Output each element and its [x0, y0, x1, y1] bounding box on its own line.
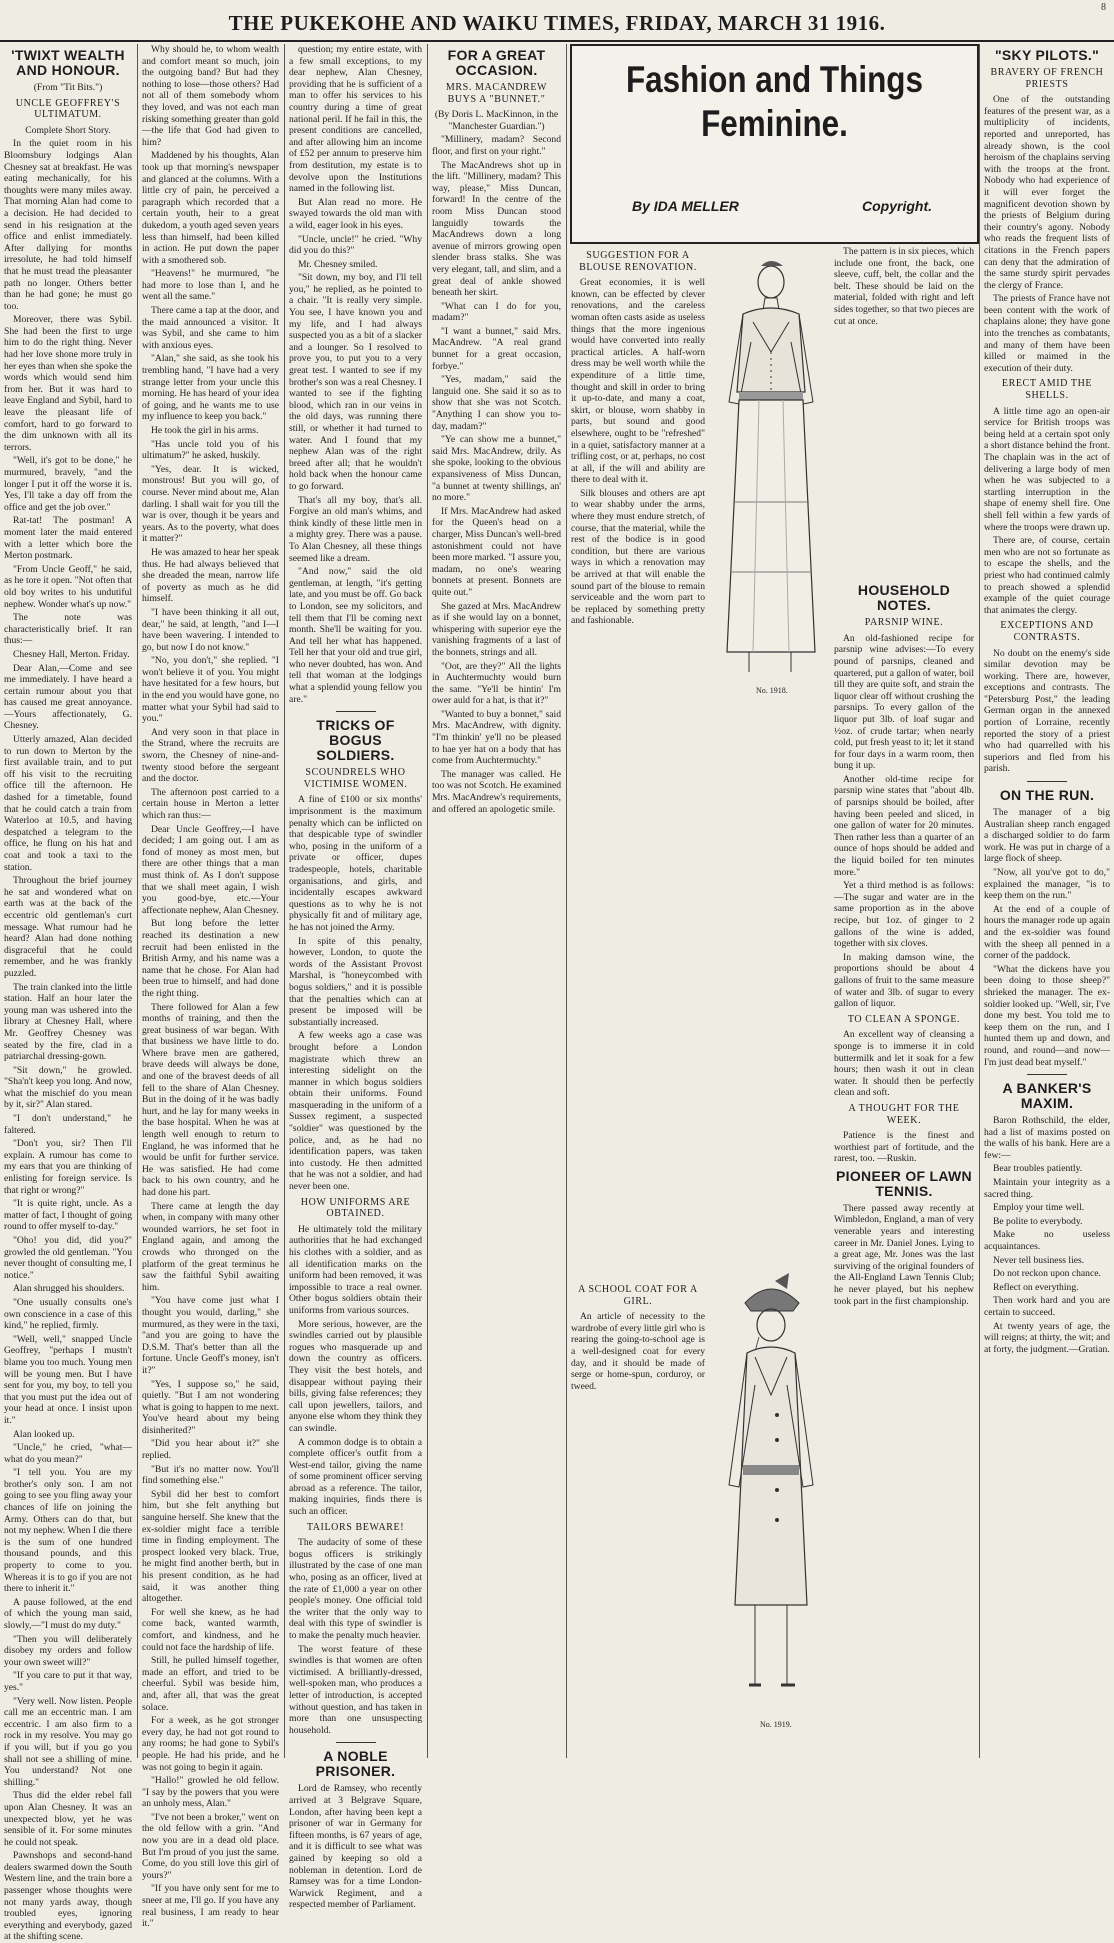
subhead-parsnip: PARSNIP WINE. [864, 617, 944, 629]
paragraph: A fine of £100 or six months' imprisonment is the maximum penalty which can be inflicted on that despicable type of swindler who, posing in the uniform of a private or officer, dupes tradespeople, hotels, charitable organisations, and girls, and incidentally escapes awkward questions as to why he is not physically fit and of military age, he has not joined the Army. [289, 794, 422, 933]
column-rule [284, 44, 285, 1758]
paragraph: "Has uncle told you of his ultimatum?" he asked, huskily. [142, 438, 279, 462]
paragraph: Employ your time well. [993, 1202, 1085, 1214]
paragraph: Alan shrugged his shoulders. [13, 1283, 125, 1295]
paragraph: "Oho! you did, did you?" growled the old gentleman. "You never thought of consulting me, I notice." [4, 1235, 132, 1281]
paragraph: Alan looked up. [13, 1428, 75, 1440]
paragraph: "One usually consults one's own conscience in a case of this kind," he replied, firmly. [4, 1296, 132, 1332]
paragraph: "If you have only sent for me to sneer at me, I'll go. If you have any real business, I am ready to hear it." [142, 1883, 279, 1930]
article-body [4, 138, 132, 1943]
paragraph: Make no useless acquaintances. [984, 1229, 1110, 1253]
paragraph: "I don't understand," he faltered. [4, 1113, 132, 1136]
paragraph: Why should he, to whom wealth and comfort meant so much, join the outgoing band? But had they nothing to lose—those others? Had not all of them somebody whom they loved, and was not each man risking something greater than gold—the life that God had given to him? [142, 44, 279, 148]
fashion-column-left-lower [571, 1280, 705, 1758]
paragraph: Be polite to everybody. [993, 1215, 1083, 1227]
paragraph: Maddened by his thoughts, Alan took up that morning's newspaper and glanced at the columns. With a little cry of pain, he perceived a paragraph which recorded that a certain youth, heir to a great dukedom, a youth aged seven years less than himself, had been killed in action. He put down the paper with a smothered sob. [142, 150, 279, 266]
subhead-sponge: TO CLEAN A SPONGE. [847, 1013, 961, 1025]
paragraph: The afternoon post carried to a certain house in Merton a letter which ran thus:— [142, 786, 279, 821]
fashion-copyright: Copyright. [862, 198, 932, 214]
paragraph: Silk blouses and others are apt to wear shabby under the arms, where they must endure stretch, of course, that the material, while the rest of the bodice is in good condition, but there are various ways in which a renovation may be arrived at that will enable the sound part of the blouse to remain serviceable and the worn part to be replaced by something pretty and fashionable. [571, 487, 705, 627]
paragraph: Baron Rothschild, the elder, had a list of maxims posted on the walls of his bank. Here are a few:— [984, 1115, 1110, 1161]
paragraph: "I have been thinking it all out, dear," he said, at length, "and I—I have been wavering. I intended to go, but now I do not know." [142, 606, 279, 653]
paragraph: There are, of course, certain men who are not so fortunate as to escape the shells, and the priest who had continued calmly to preach showed a splendid example of the quiet courage that animates the clergy. [984, 535, 1110, 616]
paragraph: "Very well. Now listen. People call me an eccentric man. I am eccentric. I am also firm to a rock in my resolve. You may go if you will, but if you go you shall not see a shilling of mine. You understand? Not one shilling." [4, 1695, 132, 1788]
headline-sky-pilots: "SKY PILOTS." [994, 47, 1100, 63]
paragraph: Patience is the finest and worthiest part of fortitude, and the rarest, too. —Ruskin. [834, 1130, 974, 1165]
article-body [289, 1537, 422, 1736]
paragraph: He took the girl in his arms. [151, 425, 259, 436]
paragraph: For well she knew, as he had come back, wanted warmth, comfort, and kindness, and he could not face the hardship of life. [142, 1606, 279, 1653]
paragraph: "Don't you, sir? Then I'll explain. A rumour has come to my ears that you are thinking of enlisting for foreign service. Is that right or wrong?" [4, 1138, 132, 1196]
headline-on-the-run: ON THE RUN. [999, 787, 1095, 804]
paragraph: "What can I do for you, madam?" [432, 300, 561, 324]
paragraph: "Well, well," snapped Uncle Geoffrey, "perhaps I mustn't blame you too much. Young men will be young men. But I have sent for you, my boy, to tell you that you must put the idea out of your head at once. I insist upon it." [4, 1333, 132, 1426]
paragraph: "Wanted to buy a bonnet," said Mrs. MacAndrew, with dignity. "I'm thinkin' ye'll no be pleased to hae yer hat on a body that has come from Auchtermuchty." [432, 708, 561, 767]
paragraph: For a week, as he got stronger every day, he had not got round to any rooms; he had gone to Sybil's people. He had his pride, and he was not going to begin it again. [142, 1715, 279, 1773]
paragraph: In the quiet room in his Bloomsbury lodgings Alan Chesney sat at breakfast. He was eating mechanically, for his thoughts were many miles away. That morning Alan had come to a decision. He had decided to send in his resignation at the office and enlist immediately. After dallying for months irresolute, he had told himself that he must tread the pleasanter path no longer. Others better than he had gone; he must go too. [4, 138, 132, 312]
paragraph: Then work hard and you are certain to succeed. [984, 1295, 1110, 1318]
paragraph: In making damson wine, the proportions should be about 4 gallons of fruit to the same measure of water and 3lb. of sugar to every gallon of liquor. [834, 951, 974, 1010]
paragraph: Do not reckon upon chance. [993, 1268, 1101, 1280]
paragraph: She gazed at Mrs. MacAndrew as if she would lay on a bonnet, whispering with superior eye the vanishing fragments of a last of the bonnets, strings and all. [432, 600, 561, 658]
column-great-occasion [432, 44, 561, 1758]
paragraph: "Alan," she said, as she took his trembling hand, "I have had a very strange letter from your uncle this morning. He has heard of your idea of going, and he wants me to use my influence to keep you back." [142, 353, 279, 423]
column-rule [137, 44, 138, 1758]
paragraph: "If you care to put it that way, yes." [4, 1670, 132, 1693]
article-body [289, 794, 422, 1192]
kicker: Complete Short Story. [25, 124, 111, 136]
paragraph: But long before the letter reached its destination a new recruit had been enlisted in the British Army, and his name was a name that he chose. For Alan had been true to himself, and had done the right thing. [142, 918, 279, 999]
article-body [984, 648, 1110, 776]
subhead-tailors: TAILORS BEWARE! [306, 1521, 405, 1533]
article-body [289, 44, 422, 705]
article-body [571, 277, 705, 627]
paragraph: "Then you will deliberately disobey my orders and follow your own sweet will?" [4, 1633, 132, 1668]
paragraph: "I tell you. You are my brother's only son. I am not going to see you fling away your chances of life on joining the Army. Others can do that, but not my nephew. When I die there is the sum of one hundred thousand pounds, and this property to come to you. Whereas it is to go if you are not there to inherit it." [4, 1467, 132, 1595]
fashion-column-right [834, 246, 974, 1758]
paragraph: Lord de Ramsey, who recently arrived at 3 Belgrave Square, London, after having been kept a prisoner of war in Germany for fifteen months, is 67 years of age, and it is difficult to see what was gained by keeping so old a nobleman in detention. Lord de Ramsey was for a time London-Warwick Regiment, and a respected member of Parliament. [289, 1783, 422, 1911]
article-body [984, 94, 1110, 374]
paragraph: Maintain your integrity as a sacred thing. [984, 1177, 1110, 1200]
paragraph: At twenty years of age, the will reigns; at thirty, the wit; and at forty, the judgment.—Gratian. [984, 1320, 1110, 1355]
paragraph: An excellent way of cleansing a sponge is to immerse it in cold buttermilk and let it soak for a few hours; then wash it out in clean water. It should then be perfectly clean and soft. [834, 1029, 974, 1099]
paragraph: But Alan read no more. He swayed towards the old man with a wild, eager look in his eyes. [289, 196, 422, 231]
article-body [432, 134, 561, 815]
headline-great-occasion: FOR A GREAT OCCASION. [447, 47, 546, 78]
paragraph: "Well, it's got to be done," he murmured, bravely, "and the longer I put it off the worse it is. Yes, I'll take a day off from the office and get the job over." [4, 455, 132, 513]
paragraph: Dear Alan,—Come and see me immediately. I have heard a certain rumour about you that has caused me great annoyance. —Yours affectionately, G. Chesney. [4, 662, 132, 732]
paragraph: "Hallo!" growled he old fellow. "I say by the powers that you were an unholy mess, Alan." [142, 1775, 279, 1810]
paragraph: The priests of France have not been content with the work of chaplains alone; they have gone into the trenches as combatants, and many of them have been killed or maimed in the execution of their duty. [984, 293, 1110, 374]
column-three [289, 44, 422, 1911]
spacer [834, 329, 974, 579]
article-body [834, 1203, 974, 1307]
paragraph: The manager of a big Australian sheep ranch engaged a discharged soldier to do farm work. He was put in charge of a large flock of sheep. [984, 807, 1110, 865]
paragraph: The audacity of some of these bogus officers is strikingly illustrated by the case of one man who, posing as an officer, lived at the rate of £1,000 a year on other people's money. One official told the writer that the only way to deal with this type of swindler is to make the penalty much heavier. [289, 1537, 422, 1641]
column-rule [979, 44, 980, 1758]
headline-lawn-tennis: PIONEER OF LAWN TENNIS. [836, 1167, 972, 1199]
paragraph: There came a tap at the door, and the maid announced a visitor. It was Sybil, and she came to him with anxious eyes. [142, 305, 279, 351]
paragraph: "Millinery, madam? Second floor, and first on your right." [432, 134, 561, 157]
paragraph: "Ye can show me a bunnet," said Mrs. MacAndrew, drily. As she spoke, looking to the obvious expansiveness of Miss Duncan, "a bunnet at twenty shillings, an' no more." [432, 434, 561, 504]
headline-household: HOUSEHOLD NOTES. [857, 582, 951, 614]
subhead-bunnet: MRS. MACANDREW BUYS A "BUNNET." [445, 82, 548, 105]
paragraph: Great economies, it is well known, can be effected by clever renovations, and the careless woman often casts aside as useless things that the more ingenious would have converted into really practical articles. A half-worn dress may be well worth while the expenditure of a little time, thought and skill in order to bring it up-to-date, and many a coat, skirt, or blouse, worn shabby in parts, but sound and good elsewhere, ought to be "refreshed" in a quiet, satisfactory manner at a trifling cost, or at, perhaps, no cost at all, if the will and ability are there to deal with it. [571, 277, 705, 486]
article-body [142, 44, 279, 1930]
paragraph: The MacAndrews shot up in the lift. "Millinery, madam? This way, please," Miss Duncan, forward! In the centre of the room Miss Duncan stood languidly towards the MacAndrews down a long avenue of mirrors growing open slender brass stalks. She was very elegant, tall, and slim, and a great deal of ankle showed beneath her skirt. [432, 159, 561, 299]
paragraph: "But it's no matter now. You'll find something else." [142, 1463, 279, 1487]
paragraph: "Heavens!" he murmured, "he had more to lose than I, and he went all the same." [142, 268, 279, 303]
subhead-ultimatum: UNCLE GEOFFREY'S ULTIMATUM. [15, 97, 121, 121]
byline-macandrew: (By Doris L. MacKinnon, in the "Manchester Guardian.") [434, 109, 559, 132]
article-body [984, 1115, 1110, 1355]
caption-1918: No. 1918. [756, 686, 788, 695]
paragraph: An article of necessity to the wardrobe of every little girl who is rearing the going-to-school age is a well-designed coat for every day, and it should be made of serge or home-spun, corduroy, or tweed. [571, 1311, 705, 1392]
paragraph: And very soon in that place in the Strand, where the recruits are sworn, the Chesney of nine-and-twenty stood before the sergeant and the doctor. [142, 726, 279, 785]
paragraph: Yet a third method is as follows:—The sugar and water are in the same proportion as in the above recipe, but 1oz. of ginger to 2 gallons of the wine is added, together with six cloves. [834, 880, 974, 950]
paragraph: Never tell business lies. [993, 1254, 1085, 1266]
page-number: 8 [1101, 2, 1106, 13]
paragraph: He ultimately told the military authorities that he had exchanged his clothes with a soldier, and as all identification marks on the uniform had been removed, it was impossible to trace a real owner. Other bogus soldiers obtain their uniforms from various sources. [289, 1223, 422, 1316]
column-story-continued [142, 44, 279, 1930]
paragraph: There came at length the day when, in company with many other wounded warriors, he set foot in England again, and among the crowds who thronged on the platform of the great terminus he saw the faithful Sybil awaiting him. [142, 1200, 279, 1293]
article-body [984, 807, 1110, 1068]
paragraph: A little time ago an open-air service for British troops was being held at a certain spot only a short distance behind the front. The chaplain was in the act of delivering a large body of men when he was subjected to a startling interruption in the shape of enemy shell fire. One shell fell within a few yards of where the troops were drawn up. [984, 405, 1110, 533]
article-body [834, 633, 974, 1010]
column-rule [566, 44, 567, 1758]
paragraph: More serious, however, are the swindles carried out by plausible rogues who masquerade up and down the country as officers. They visit the best hotels, and disappear without paying their bills, giving false references; they call upon jewellers, tailors, and anyone else whom they think they can swindle. [289, 1318, 422, 1434]
article-body [834, 1029, 974, 1099]
paragraph: "I've not been a broker," went on the old fellow with a grin. "And now you are in a dead old place. But I'm proud of you just the same. Come, do you still love this girl of yours?" [142, 1811, 279, 1881]
paragraph: "Sit down, my boy, and I'll tell you," he replied, as he pointed to a chair. "It is really very simple. You see, I have known you and my life, and I had always suspected you as a bit of a slacker and a lounger. So I resolved to prove you, to put you to a very great test. I wanted to see if my brother's son was a real Chesney. I wanted to see if the fighting blood, which ran in our veins in the old days, was running there still, or whether it had turned to water. And I found that my nephew Alan was of the right breed after all; that he wouldn't hold back when the honour came to go forward. [289, 272, 422, 492]
paragraph: Thus did the elder rebel fall upon Alan Chesney. It was an unexpected blow, yet he was sensible of it. For some minutes he could not speak. [4, 1790, 132, 1848]
paragraph: Dear Uncle Geoffrey,—I have decided; I am going out. I am as fond of money as most men, but there are other things that a man must think of. As I don't suppose that we shall meet again, I wish you good-bye, etc.—Your affectionate nephew, Alan Chesney. [142, 823, 279, 916]
paragraph: Sybil did her best to comfort him, but she felt anything but sanguine herself. She knew that the ex-soldier might face a terrible time in finding employment. The prospect looked very black. True, he might find another berth, but in his present condition, as he had said, it was another thing altogether. [142, 1488, 279, 1605]
paragraph: "No, you don't," she replied. "I won't believe it of you. You might have hesitated for a few hours, but in the end you would have gone, no matter what your Sybil had said to you." [142, 655, 279, 725]
paragraph: Throughout the brief journey he sat and wondered what on earth was at the back of the eccentric old gentleman's curt message. What rumour had he heard? Alan had done nothing disgraceful that he could remember, and he was frankly puzzled. [4, 875, 132, 979]
paragraph: "Sit down," he growled. "Sha'n't keep you long. And now, what the mischief do you mean by it, sir?" Alan stared. [4, 1064, 132, 1111]
subhead-exceptions: EXCEPTIONS AND CONTRASTS. [1000, 620, 1094, 643]
paragraph: One of the outstanding features of the present war, as a multiplicity of incidents, reported and unreported, has already shown, is the cool heroism of the chaplains serving with the troops at the front. Nobody who had experience of it will ever forget the magnificent devotion shown by the priests of Belgium during their country's agony. Nobody who reads the frequent lists of citations in the French papers can deny that the admiration of the same sturdy spirit pervades the clergy of France. [984, 94, 1110, 291]
column-rule [427, 44, 428, 1758]
paragraph: "It is quite right, uncle. As a matter of fact, I thought of going round to offer myself to-day." [4, 1198, 132, 1233]
paragraph: Chesney Hall, Merton. Friday. [13, 648, 130, 660]
subhead-school-coat: A SCHOOL COAT FOR A GIRL. [578, 1284, 698, 1307]
paragraph: "Yes, I suppose so," he said, quietly. "But I am not wondering what is going to happen to me next. You've heard about my being disinherited?" [142, 1378, 279, 1436]
fashion-author: By IDA MELLER [632, 198, 739, 214]
article-body [984, 406, 1110, 617]
paragraph: Another old-time recipe for parsnip wine states that "about 4lb. of parsnips should be boiled, after having been peeled and sliced, in one gallon of water for 20 minutes. Then rather less than a quarter of an ounce of hops should be added and the liquid boiled for ten minutes more." [834, 773, 974, 878]
paragraph: There passed away recently at Wimbledon, England, a man of very venerable years and interesting career in Mr. Daniel Jones. Lying to a great age, Mr. Jones was the last surviving of the original founders of the All-England Lawn Tennis Club; he never played, but his nephew took part in the first championship. [834, 1202, 974, 1307]
paragraph: The train clanked into the little station. Half an hour later the young man was ushered into the library at Chesney Hall, where Mr. Geoffrey Chesney was seated by the fire, clad in a patriarchal dressing-gown. [4, 981, 132, 1063]
paragraph: Rat-tat! The postman! A moment later the maid entered with a letter which bore the Merton postmark. [4, 515, 132, 562]
paragraph: question; my entire estate, with a few small exceptions, to my dear nephew, Alan Chesney, providing that he is sufficient of a man to offer his services to his country during a time of great national peril. If he fail in this, the present conditions are cancelled, and after allowing him an income of £52 per annum to preserve him from destitution, my estate is to devolve upon the Institutions named in the following list. [289, 44, 422, 195]
paragraph: Reflect on everything. [993, 1281, 1079, 1293]
paragraph: No doubt on the enemy's side similar devotion may be working. There are, however, exceptions and contrasts. The "Petersburg Post," the leading German organ in the annexed portion of Lorraine, recently reported the story of a priest who had quarrelled with his superiors and fled from his parish. [984, 647, 1110, 775]
paragraph: A common dodge is to obtain a complete officer's outfit from a West-end tailor, giving the name of some prominent officer serving abroad as a reference. The tailor, making inquiries, finds there is such an officer. [289, 1436, 422, 1518]
subhead-french-priests: BRAVERY OF FRENCH PRIESTS [990, 67, 1104, 90]
divider [1027, 1074, 1067, 1075]
paragraph: At the end of a couple of hours the manager rode up again and the ex-soldier was found with the sheep all penned in a corner of the paddock. [984, 903, 1110, 962]
subhead-thought: A THOUGHT FOR THE WEEK. [848, 1102, 960, 1126]
paragraph: Utterly amazed, Alan decided to run down to Merton by the first available train, and to put off his visit to the recruiting office till the afternoon. He dashed for a timetable, found that he could catch a train from Waterloo at 10.5, and having despatched a telegram to the office, he flung on his hat and coat and took a taxi to the station. [4, 734, 132, 873]
paragraph: "From Uncle Geoff," he said, as he tore it open. "Not often that old boy writes to his undutiful nephew. Wonder what's up now." [4, 563, 132, 610]
column-sky-pilots [984, 44, 1110, 1758]
divider [336, 711, 376, 712]
masthead-title: THE PUKEKOHE AND WAIKU TIMES, FRIDAY, MARCH 31 1916. [228, 11, 886, 35]
paragraph: Still, he pulled himself together, made an effort, and tried to be cheerful. Sybil was beside him, and, after all, that was the great solace. [142, 1655, 279, 1713]
paragraph: "Yes, dear. It is wicked, monstrous! But you will go, of course. Never mind about me, Alan darling. I shall wait for you till the war is over, though it be years and years. As to the poverty, what does it matter?" [142, 463, 279, 545]
paragraph: "Uncle," he cried, "what—what do you mean?" [4, 1442, 132, 1465]
paragraph: If Mrs. MacAndrew had asked for the Queen's head on a charger, Miss Duncan's well-bred astonishment could not have been more marked. "I assure you, madam, no one's wearing bonnets at present. Bonnets are quite out." [432, 505, 561, 598]
paragraph: "Yes, madam," said the languid one. She said it so as to show that she was not Scotch. "Anything I can show you to-day, madam?" [432, 374, 561, 432]
article-body [289, 1783, 422, 1911]
paragraph: "Now, all you've got to do," explained the manager, "is to keep them on the run." [984, 867, 1110, 902]
paragraph: "And now," said the old gentleman, at length, "it's getting late, and you must be off. Go back to London, see my solicitors, and tell them that I'll be coming next month. She'll be waiting for you. And tell her what has happened. Tell her that your old and true girl, who never doubted, has won. And tell that woman at the lodgings what a splendid young fellow you are." [289, 566, 422, 705]
subhead-scoundrels: SCOUNDRELS WHO VICTIMISE WOMEN. [303, 767, 408, 790]
paragraph: He was amazed to hear her speak thus. He had always believed that she dreaded the mean, narrow life of poverty as much as he did himself. [142, 546, 279, 605]
paragraph: "You have come just what I thought you would, darling," she murmured, as they were in the taxi, "and you are going to have the D.S.M. That's better than all the fortune. Uncle Geoff's money, isn't it?" [142, 1295, 279, 1376]
paragraph: A few weeks ago a case was brought before a London magistrate which threw an interesting sidelight on the manner in which bogus soldiers obtain their uniforms. Found masquerading in the uniform of a Sussex regiment, a suspected "soldier" was questioned by the police, and, as he had no identification papers, was taken into custody. He then admitted that he was not a soldier, and had never been one. [289, 1030, 422, 1193]
fashion-byline [632, 198, 932, 214]
paragraph: "Oot, are they?" All the lights in Auchtermuchty would burn the same. "Ye'll be hintin' I'm ower auld for a hat, is that it?" [432, 660, 561, 707]
headline-bankers-maxim: A BANKER'S MAXIM. [1002, 1080, 1092, 1112]
school-coat-illustration [715, 1275, 827, 1715]
article-body [289, 1224, 422, 1518]
subhead-uniforms: HOW UNIFORMS ARE OBTAINED. [300, 1196, 411, 1220]
paragraph: The worst feature of these swindles is that women are often victimised. A brilliantly-dressed, well-spoken man, who produces a letter of introduction, is accepted without question, and has taken in more than one unsuspecting household. [289, 1643, 422, 1736]
column-twixt-wealth [4, 44, 132, 1943]
subhead-shells: ERECT AMID THE SHELLS. [1001, 378, 1093, 402]
paragraph: "I want a bunnet," said Mrs. MacAndrew. "A real grand bunnet for a great occasion, forbye." [432, 325, 561, 372]
blouse-illustration [713, 252, 828, 682]
paragraph: Mr. Chesney smiled. [298, 258, 378, 270]
caption-1919: No. 1919. [760, 1720, 792, 1729]
paragraph: There followed for Alan a few months of training, and then the great business of war began. With that business we have little to do. Where brave men are gathered, brave deeds will always be done, and one of the bravest deeds of all fell to the share of Alan Chesney. But in the doing of it he was badly hurt, and he lay for many weeks in the base hospital. When he was at length well enough to return to England, he was informed that he would be unfit for further service. He was satisfied. He had come back to his own country, and he had done his part. [142, 1001, 279, 1198]
paragraph: That's all my boy, that's all. Forgive an old man's whims, and think kindly of these little men in a mighty grey. There was a pause. To Alan Chesney, all these things seemed like a dream. [289, 494, 422, 564]
masthead [0, 0, 1114, 42]
paragraph: "Did you hear about it?" she replied. [142, 1438, 279, 1462]
article-body [571, 1311, 705, 1392]
blouse-text: The pattern is in six pieces, which include one front, the back, one sleeve, cuff, belt, the collar and the belt. These should be laid on the material, folded with right and left sides together, so that two pieces are cut at once. [834, 246, 975, 327]
source-line: (From "Tit Bits.") [33, 82, 103, 93]
divider [1027, 781, 1067, 782]
divider [336, 1742, 376, 1743]
paragraph: Pawnshops and second-hand dealers swarmed down the South Western line, and the train bore a passenger whose thoughts were not many yards away, though troubled eyes, ignoring everything and everybody, gazed at the shifting scene. [4, 1850, 132, 1943]
article-body [834, 1130, 974, 1165]
paragraph: Bear troubles patiently. [993, 1163, 1083, 1175]
paragraph: An old-fashioned recipe for parsnip wine advises:—To every pound of parsnips, cleaned and quartered, put a gallon of water, boil till they are quite soft, and strain the liquor clear off without crushing the parsnips. To every gallon of the liquor put 3lb. of loaf sugar and ½oz. of crude tartar; when nearly cold, put fresh yeast to it; let it stand for four days in a warm room, then bung it up. [834, 632, 974, 772]
paragraph: "What the dickens have you been doing to those sheep?" shrieked the manager. The ex-soldier looked up. "Well, sir, I've done my best. You told me to keep them on the run, and I hunted them up and down, and round, and round—and now—I'm just dead beat myself." [984, 963, 1110, 1068]
paragraph: In spite of this penalty, however, London, to quote the words of the Assistant Provost Marshal, is "honeycombed with bogus soldiers," and it is possible that the penalties which can at present be imposed will be substantially increased. [289, 935, 422, 1028]
headline-twixt-wealth: 'TWIXT WEALTH AND HONOUR. [11, 47, 125, 78]
paragraph: The manager was called. He too was not Scotch. He examined Mrs. MacAndrew's requirements, and offered an apologetic smile. [432, 768, 561, 815]
headline-noble-prisoner: A NOBLE PRISONER. [315, 1748, 396, 1780]
paragraph: Moreover, there was Sybil. She had been the first to urge him to do the right thing. Never had her love shone more truly in her eyes than when she spoke the words which would send him from her. But it was hard to leave England and Sybil, hard to leave the pleasant life of comfort, hard to go forward to the dim unknown with all its terrors. [4, 314, 132, 453]
paragraph: A pause followed, at the end of which the young man said, slowly,—"I must do my duty." [4, 1596, 132, 1631]
paragraph: The note was characteristically brief. It ran thus:— [4, 612, 132, 647]
fashion-title: Fashion and Things Feminine. [625, 59, 924, 144]
fashion-header-box [570, 44, 979, 244]
subhead-blouse: SUGGESTION FOR A BLOUSE RENOVATION. [579, 250, 697, 273]
headline-bogus-soldiers: TRICKS OF BOGUS SOLDIERS. [316, 717, 395, 764]
paragraph: "Uncle, uncle!" he cried. "Why did you do this?" [289, 233, 422, 257]
